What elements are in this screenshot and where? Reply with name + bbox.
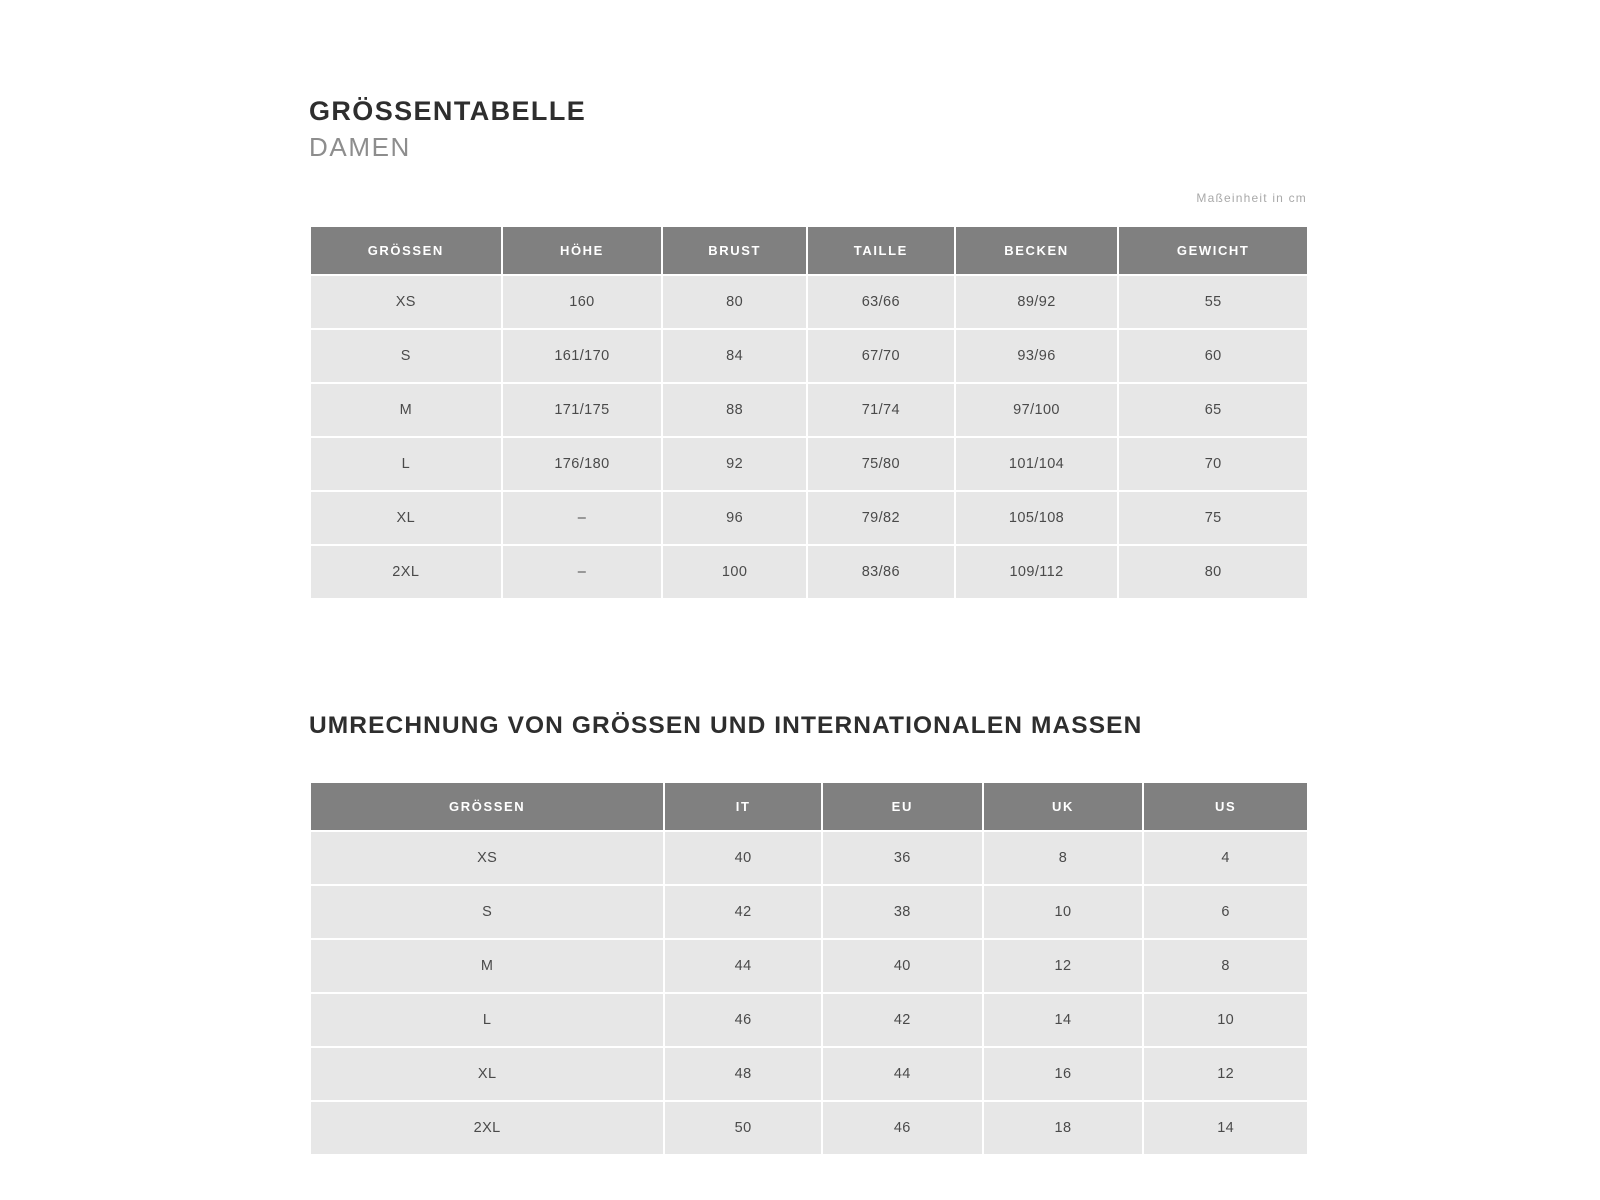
column-header: HÖHE — [502, 226, 663, 275]
cell-waist: 83/86 — [807, 545, 955, 599]
table-row — [310, 491, 1308, 545]
cell-height: 161/170 — [502, 329, 663, 383]
table-row — [310, 1047, 1308, 1101]
table-row — [310, 993, 1308, 1047]
section-title: UMRECHNUNG VON GRÖSSEN UND INTERNATIONALEN MASSEN — [309, 712, 1143, 740]
size-measurements-table — [309, 225, 1309, 600]
cell-weight: 60 — [1118, 329, 1308, 383]
cell-eu: 42 — [822, 993, 983, 1047]
content-wrapper — [309, 0, 1309, 1156]
cell-chest: 100 — [662, 545, 807, 599]
cell-size: 2XL — [310, 545, 502, 599]
cell-it: 46 — [664, 993, 822, 1047]
cell-height: – — [502, 491, 663, 545]
cell-eu: 40 — [822, 939, 983, 993]
cell-waist: 71/74 — [807, 383, 955, 437]
cell-size: S — [310, 885, 664, 939]
page-subtitle: DAMEN — [309, 131, 411, 162]
cell-uk: 12 — [983, 939, 1144, 993]
cell-height: 171/175 — [502, 383, 663, 437]
table-row — [310, 939, 1308, 993]
cell-it: 42 — [664, 885, 822, 939]
cell-height: – — [502, 545, 663, 599]
column-header: IT — [664, 782, 822, 831]
cell-it: 50 — [664, 1101, 822, 1155]
cell-chest: 84 — [662, 329, 807, 383]
cell-waist: 75/80 — [807, 437, 955, 491]
cell-height: 176/180 — [502, 437, 663, 491]
column-header: GRÖSSEN — [310, 782, 664, 831]
cell-hip: 109/112 — [955, 545, 1119, 599]
cell-us: 8 — [1143, 939, 1308, 993]
cell-size: M — [310, 383, 502, 437]
cell-it: 48 — [664, 1047, 822, 1101]
cell-size: XS — [310, 831, 664, 885]
cell-size: XL — [310, 491, 502, 545]
cell-chest: 92 — [662, 437, 807, 491]
cell-weight: 55 — [1118, 275, 1308, 329]
cell-us: 12 — [1143, 1047, 1308, 1101]
cell-size: S — [310, 329, 502, 383]
cell-uk: 8 — [983, 831, 1144, 885]
cell-hip: 89/92 — [955, 275, 1119, 329]
cell-size: XS — [310, 275, 502, 329]
column-header: US — [1143, 782, 1308, 831]
cell-chest: 96 — [662, 491, 807, 545]
table-row — [310, 275, 1308, 329]
conversion-section — [309, 712, 1309, 1156]
column-header: GRÖSSEN — [310, 226, 502, 275]
cell-chest: 88 — [662, 383, 807, 437]
cell-weight: 65 — [1118, 383, 1308, 437]
cell-eu: 38 — [822, 885, 983, 939]
cell-it: 44 — [664, 939, 822, 993]
cell-weight: 70 — [1118, 437, 1308, 491]
cell-eu: 46 — [822, 1101, 983, 1155]
table-row — [310, 437, 1308, 491]
cell-waist: 63/66 — [807, 275, 955, 329]
column-header: BECKEN — [955, 226, 1119, 275]
table-row — [310, 831, 1308, 885]
cell-eu: 44 — [822, 1047, 983, 1101]
table-row — [310, 545, 1308, 599]
cell-us: 10 — [1143, 993, 1308, 1047]
cell-uk: 18 — [983, 1101, 1144, 1155]
cell-it: 40 — [664, 831, 822, 885]
cell-uk: 14 — [983, 993, 1144, 1047]
table-row — [310, 1101, 1308, 1155]
cell-weight: 80 — [1118, 545, 1308, 599]
cell-us: 6 — [1143, 885, 1308, 939]
size-conversion-table — [309, 781, 1309, 1156]
cell-hip: 93/96 — [955, 329, 1119, 383]
cell-waist: 79/82 — [807, 491, 955, 545]
title-block — [309, 96, 1309, 163]
table-row — [310, 329, 1308, 383]
table-row — [310, 885, 1308, 939]
cell-chest: 80 — [662, 275, 807, 329]
cell-uk: 10 — [983, 885, 1144, 939]
column-header: BRUST — [662, 226, 807, 275]
cell-eu: 36 — [822, 831, 983, 885]
cell-hip: 101/104 — [955, 437, 1119, 491]
cell-size: XL — [310, 1047, 664, 1101]
page-title: GRÖSSENTABELLE — [309, 96, 587, 126]
table-header-row — [310, 226, 1308, 275]
cell-us: 4 — [1143, 831, 1308, 885]
cell-uk: 16 — [983, 1047, 1144, 1101]
cell-size: L — [310, 993, 664, 1047]
cell-hip: 97/100 — [955, 383, 1119, 437]
cell-size: 2XL — [310, 1101, 664, 1155]
table-row — [310, 383, 1308, 437]
table-header-row — [310, 782, 1308, 831]
cell-size: L — [310, 437, 502, 491]
cell-hip: 105/108 — [955, 491, 1119, 545]
cell-height: 160 — [502, 275, 663, 329]
cell-weight: 75 — [1118, 491, 1308, 545]
column-header: TAILLE — [807, 226, 955, 275]
cell-us: 14 — [1143, 1101, 1308, 1155]
cell-waist: 67/70 — [807, 329, 955, 383]
column-header: UK — [983, 782, 1144, 831]
unit-note: Maßeinheit in cm — [1196, 191, 1307, 206]
column-header: GEWICHT — [1118, 226, 1308, 275]
cell-size: M — [310, 939, 664, 993]
column-header: EU — [822, 782, 983, 831]
